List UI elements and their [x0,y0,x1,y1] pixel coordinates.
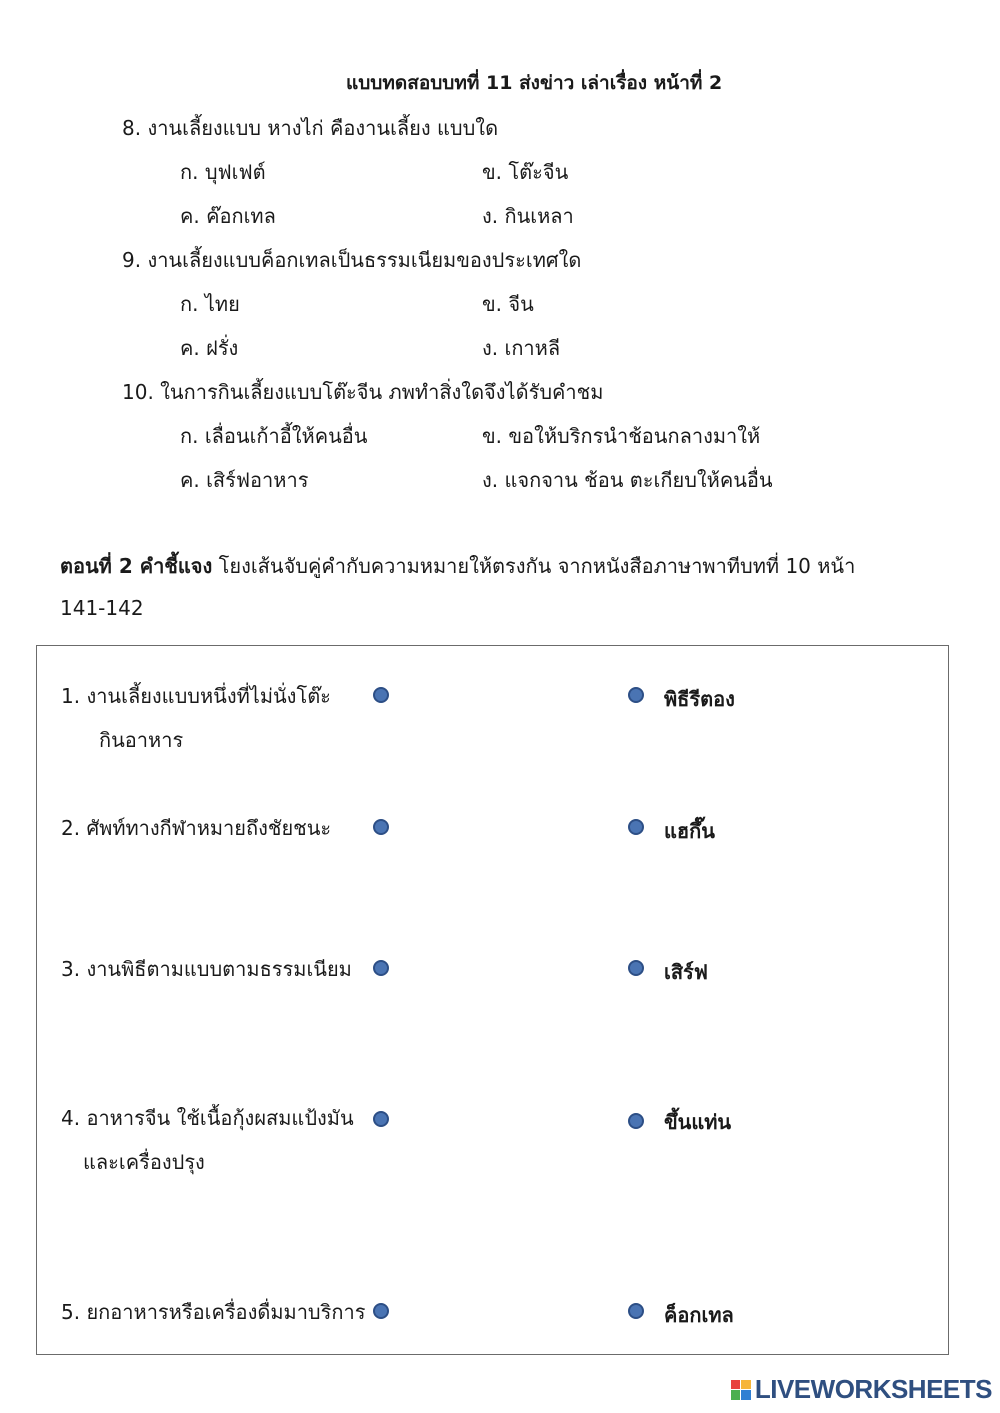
right-dot-5[interactable] [628,1303,644,1319]
match-right-5: ค็อกเทล [664,1303,734,1327]
q9-option-b[interactable]: ข. จีน [482,292,534,316]
q9-option-d[interactable]: ง. เกาหลี [482,336,561,360]
q8-option-b[interactable]: ข. โต๊ะจีน [482,160,569,184]
match-left-1-line1: 1. งานเลี้ยงแบบหนึ่งที่ไม่นั่งโต๊ะ [61,684,331,708]
left-dot-1[interactable] [373,687,389,703]
q9-option-a[interactable]: ก. ไทย [180,292,240,316]
q10-option-b[interactable]: ข. ขอให้บริกรนำช้อนกลางมาให้ [482,424,761,448]
question-8: 8. งานเลี้ยงแบบ หางไก่ คืองานเลี้ยง แบบใด [122,116,499,140]
logo-text: LIVEWORKSHEETS [754,1374,992,1404]
match-right-4: ขึ้นแท่น [664,1110,732,1134]
question-10: 10. ในการกินเลี้ยงแบบโต๊ะจีน ภพทำสิ่งใดจึงได้รับคำชม [122,380,604,404]
match-left-3 [61,947,352,991]
match-left-5 [61,1290,365,1334]
left-dot-4[interactable] [373,1111,389,1127]
match-left-5-line1: 5. ยกอาหารหรือเครื่องดื่มมาบริการ [61,1300,366,1324]
part2-heading: ตอนที่ 2 คำชี้แจง [60,554,213,578]
match-left-2 [61,806,331,850]
match-left-2-line1: 2. ศัพท์ทางกีฬาหมายถึงชัยชนะ [61,816,332,840]
q8-option-c[interactable]: ค. ค๊อกเทล [180,204,276,228]
part2-page-range: 141-142 [60,596,144,620]
match-left-4 [61,1096,354,1184]
right-dot-3[interactable] [628,960,644,976]
q10-option-d[interactable]: ง. แจกจาน ช้อน ตะเกียบให้คนอื่น [482,468,773,492]
match-left-3-line1: 3. งานพิธีตามแบบตามธรรมเนียม [61,957,352,981]
match-left-1-line2: กินอาหาร [99,728,184,752]
match-right-3: เสิร์ฟ [664,960,708,984]
right-dot-2[interactable] [628,819,644,835]
q9-option-c[interactable]: ค. ฝรั่ง [180,336,239,360]
left-dot-3[interactable] [373,960,389,976]
match-left-4-line2: และเครื่องปรุง [83,1150,205,1174]
page-title: แบบทดสอบบทที่ 11 ส่งข่าว เล่าเรื่อง หน้าที่ 2 [346,72,723,94]
match-left-1 [61,674,331,762]
q8-option-d[interactable]: ง. กินเหลา [482,204,574,228]
match-right-1: พิธีรีตอง [664,687,735,711]
question-9: 9. งานเลี้ยงแบบค็อกเทลเป็นธรรมเนียมของประเทศใด [122,248,582,272]
match-right-2: แฮกึ๊น [664,819,715,843]
q10-option-a[interactable]: ก. เลื่อนเก้าอี้ให้คนอื่น [180,424,368,448]
q8-option-a[interactable]: ก. บุฟเฟต์ [180,160,266,184]
matching-box [36,645,949,1355]
liveworksheets-logo [731,1374,992,1405]
logo-mark-icon [731,1380,751,1400]
q10-option-c[interactable]: ค. เสิร์ฟอาหาร [180,468,309,492]
match-left-4-line1: 4. อาหารจีน ใช้เนื้อกุ้งผสมแป้งมัน [61,1106,354,1130]
part2-instruction [60,550,855,582]
left-dot-2[interactable] [373,819,389,835]
right-dot-1[interactable] [628,687,644,703]
right-dot-4[interactable] [628,1113,644,1129]
left-dot-5[interactable] [373,1303,389,1319]
part2-instruction-text: โยงเส้นจับคู่คำกับความหมายให้ตรงกัน จากหนังสือภาษาพาทีบทที่ 10 หน้า [212,554,856,578]
